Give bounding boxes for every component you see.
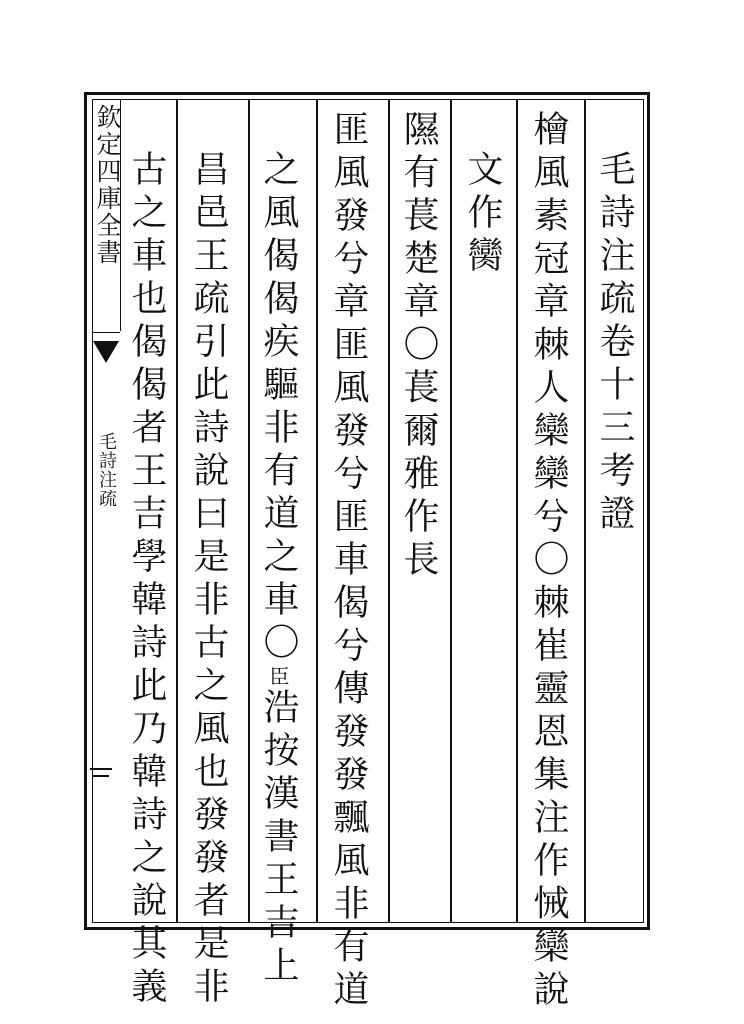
banner-title: 欽定四庫全書 <box>93 104 122 266</box>
column-6-text-a: 之風偈偈疾驅非有道之車〇 <box>258 150 299 666</box>
column-rule <box>176 99 178 923</box>
fish-tail-ornament <box>92 332 120 373</box>
column-rule <box>516 99 518 923</box>
column-6-text-b: 浩按漢書王吉上 <box>258 688 299 989</box>
column-rule <box>450 99 452 923</box>
column-rule <box>584 99 586 923</box>
column-rule <box>316 99 318 923</box>
column-4: 隰有萇楚章〇萇爾雅作長 <box>398 110 439 583</box>
column-rule <box>388 99 390 923</box>
column-2: 檜風素冠章棘人欒欒兮〇棘崔靈恩集注作悈欒說 <box>528 110 569 1013</box>
column-8: 古之車也偈偈者王吉學韓詩此乃韓詩之說其義 <box>126 150 167 1010</box>
column-6 <box>258 150 298 989</box>
side-book-title: 毛詩注疏 <box>96 432 117 508</box>
column-rule <box>248 99 250 923</box>
column-7: 昌邑王疏引此詩說曰是非古之風也發發者是非 <box>188 150 229 1010</box>
column-5: 匪風發兮章匪風發兮匪車偈兮傳發發飄風非有道 <box>328 110 369 1013</box>
column-1-title: 毛詩注疏卷十三考證 <box>594 150 635 537</box>
page-number <box>90 768 112 770</box>
column-3: 文作臠 <box>462 150 503 279</box>
column-6-small-note: 臣 <box>266 666 290 688</box>
